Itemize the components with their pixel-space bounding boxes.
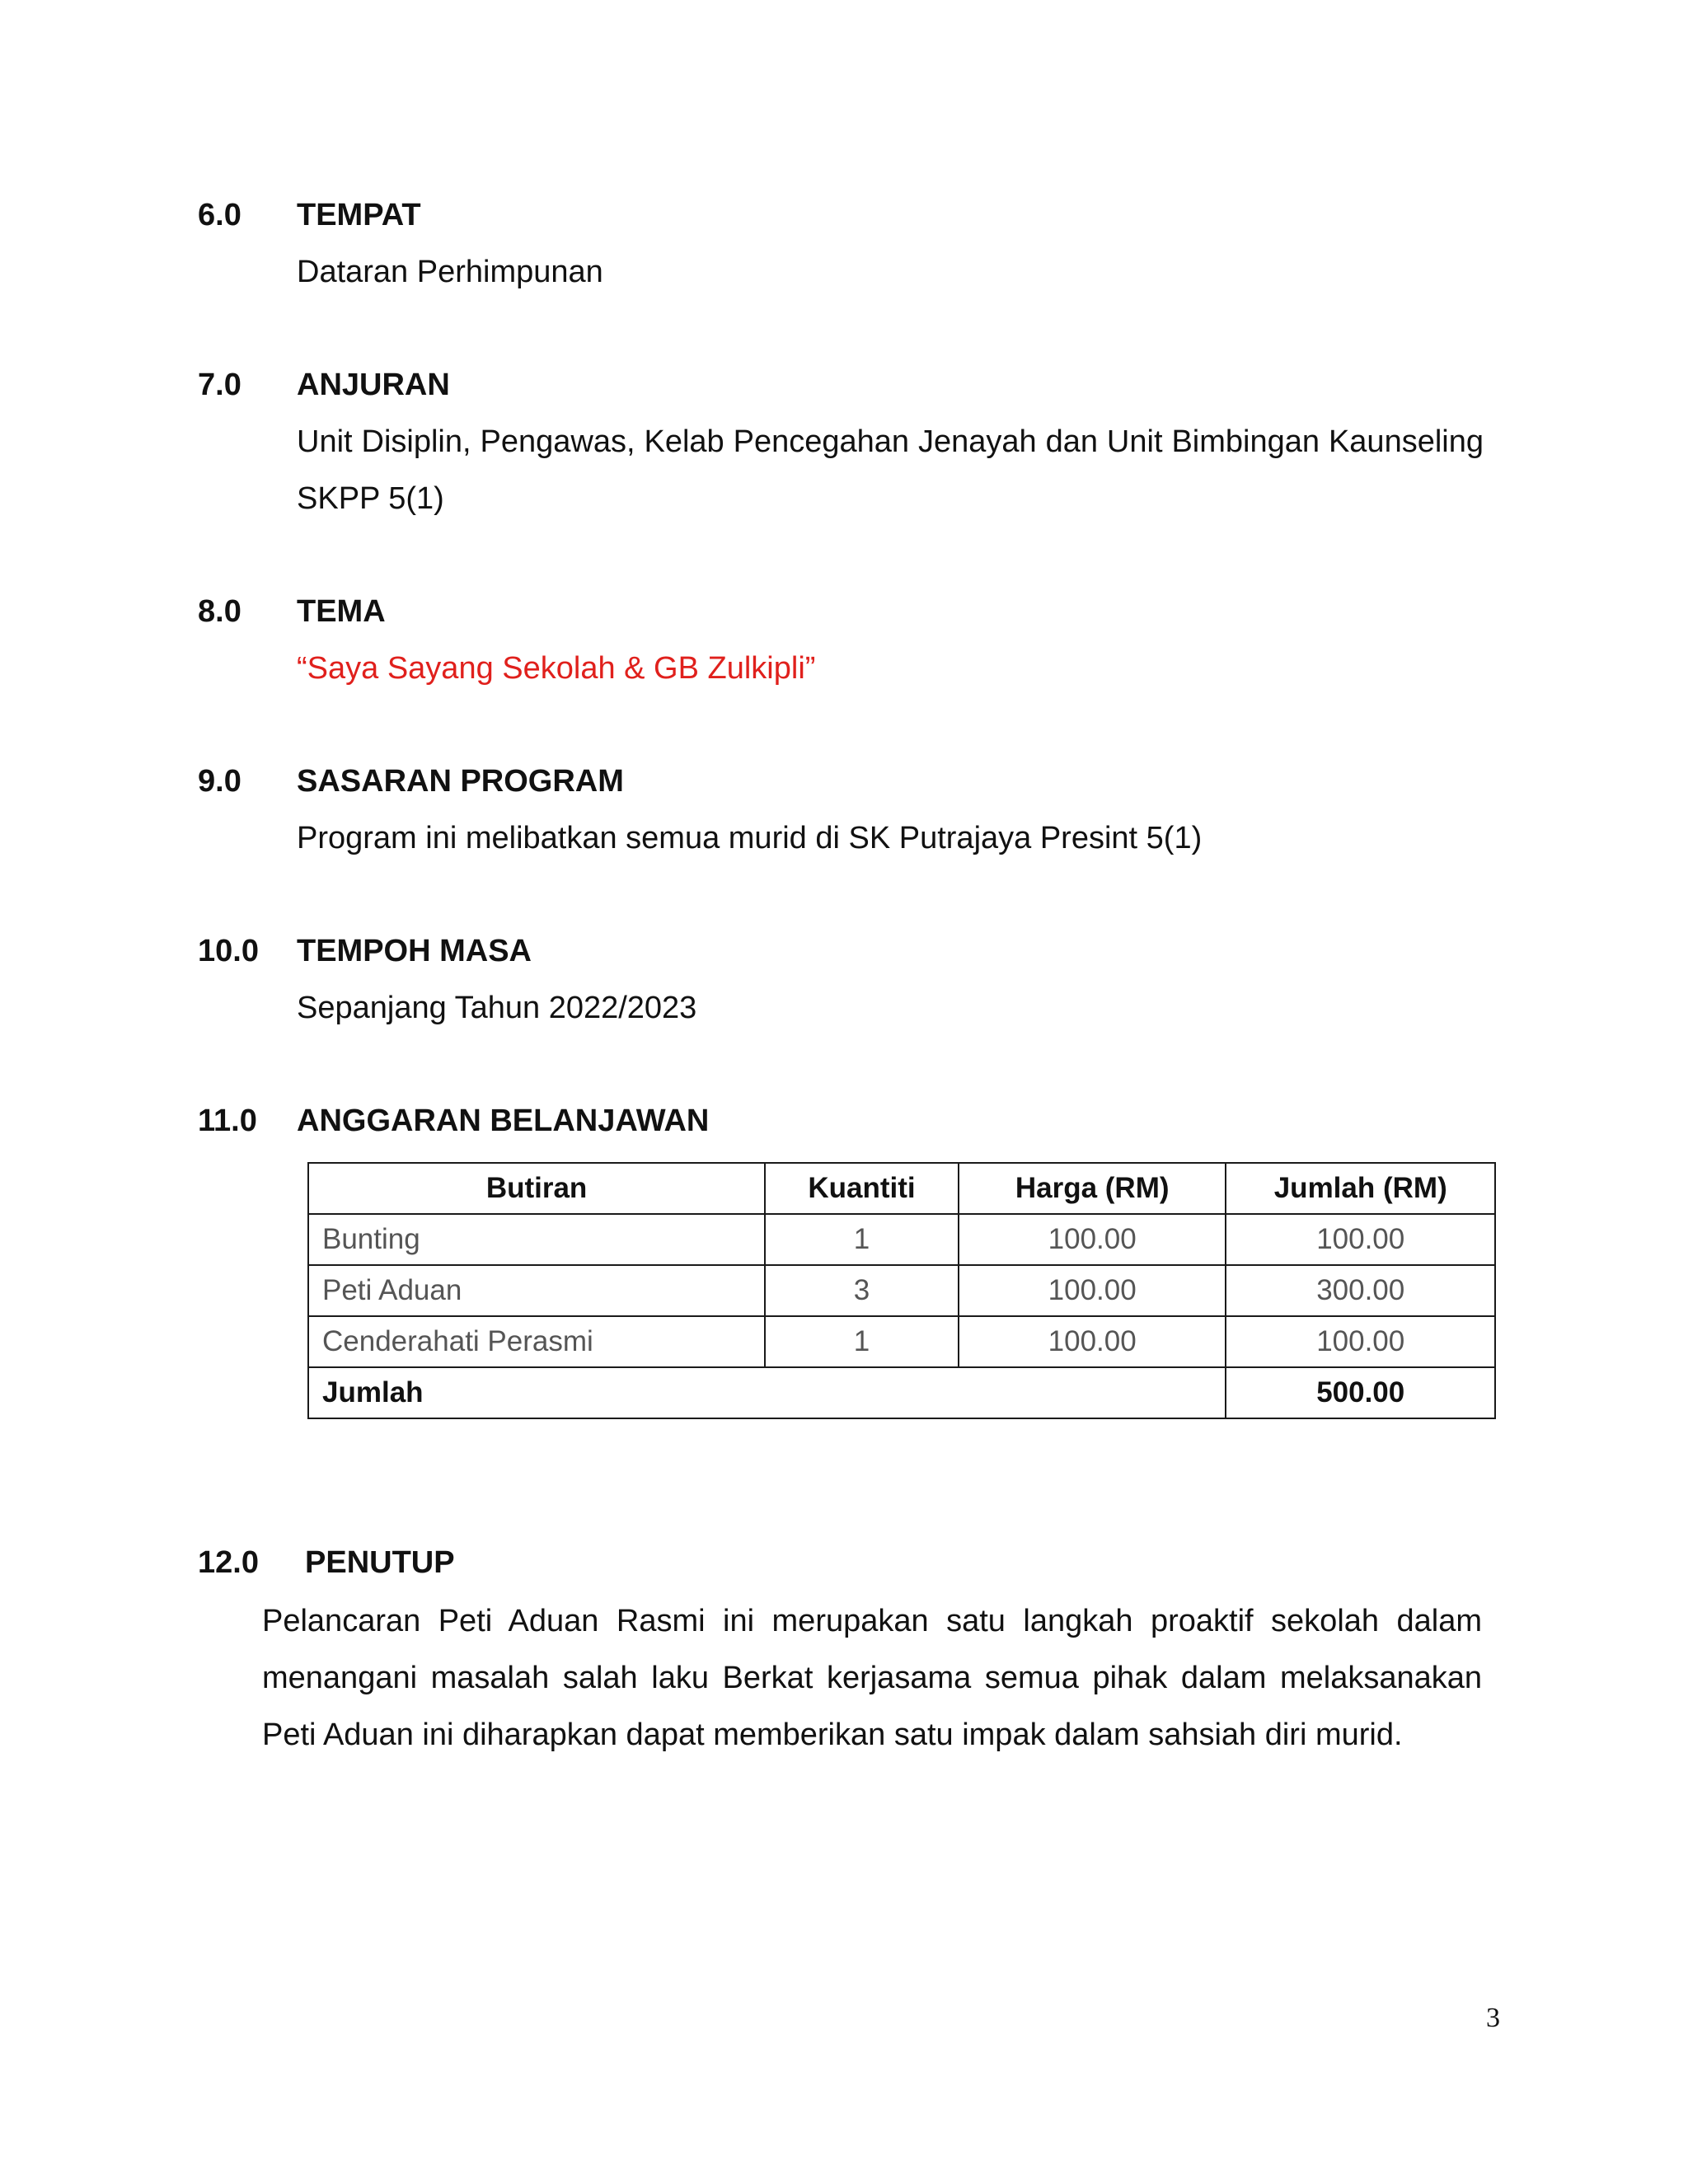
header-jumlah: Jumlah (RM) [1226, 1163, 1495, 1214]
header-kuantiti: Kuantiti [765, 1163, 959, 1214]
cell-price: 100.00 [959, 1316, 1226, 1367]
section-number: 9.0 [198, 764, 241, 799]
budget-table [307, 1162, 1496, 1419]
section-anggaran-belanjawan [198, 1102, 1500, 1140]
section-tempat [198, 196, 1500, 301]
cell-price: 100.00 [959, 1214, 1226, 1265]
section-title: TEMPAT [297, 198, 421, 232]
section-title: SASARAN PROGRAM [297, 764, 624, 799]
table-row [308, 1316, 1495, 1367]
section-heading [198, 593, 1500, 630]
section-body: Dataran Perhimpunan [297, 255, 603, 289]
table-row [308, 1265, 1495, 1316]
section-title: ANJURAN [297, 368, 450, 402]
section-number: 7.0 [198, 368, 241, 402]
header-butiran: Butiran [308, 1163, 765, 1214]
section-number: 10.0 [198, 934, 259, 968]
section-number: 8.0 [198, 594, 241, 629]
cell-item: Peti Aduan [308, 1265, 765, 1316]
section-body: Program ini melibatkan semua murid di SK Putrajaya Presint 5(1) [297, 821, 1203, 855]
cell-quantity: 1 [765, 1316, 959, 1367]
section-penutup [198, 1544, 1500, 1764]
total-value: 500.00 [1226, 1367, 1495, 1418]
section-heading [198, 1544, 1500, 1582]
cell-price: 100.00 [959, 1265, 1226, 1316]
section-heading [198, 762, 1500, 800]
section-heading [198, 196, 1500, 234]
total-label: Jumlah [308, 1367, 1226, 1418]
section-sasaran-program [198, 762, 1500, 867]
cell-amount: 300.00 [1226, 1265, 1495, 1316]
cell-amount: 100.00 [1226, 1214, 1495, 1265]
section-number: 12.0 [198, 1545, 259, 1580]
closing-paragraph: Pelancaran Peti Aduan Rasmi ini merupakan satu langkah proaktif sekolah dalam menangani masalah salah laku Berkat kerjasama semua pihak dalam melaksanakan Peti Aduan ini diharapkan dapat memberikan satu impak dalam sahsiah diri murid. [262, 1604, 1482, 1752]
table-row [308, 1214, 1495, 1265]
section-number: 6.0 [198, 198, 241, 232]
section-heading [198, 366, 1500, 404]
header-harga: Harga (RM) [959, 1163, 1226, 1214]
section-title: ANGGARAN BELANJAWAN [297, 1104, 710, 1138]
section-number: 11.0 [198, 1104, 257, 1138]
cell-quantity: 1 [765, 1214, 959, 1265]
section-heading [198, 1102, 1500, 1140]
table-header-row [308, 1163, 1495, 1214]
section-heading [198, 932, 1500, 970]
section-anjuran [198, 366, 1500, 527]
section-tempoh-masa [198, 932, 1500, 1037]
page-number: 3 [1486, 2003, 1500, 2033]
cell-item: Cenderahati Perasmi [308, 1316, 765, 1367]
section-title: PENUTUP [305, 1545, 455, 1580]
cell-amount: 100.00 [1226, 1316, 1495, 1367]
section-title: TEMA [297, 594, 386, 629]
section-title: TEMPOH MASA [297, 934, 532, 968]
section-body: Sepanjang Tahun 2022/2023 [297, 991, 697, 1025]
section-body: Unit Disiplin, Pengawas, Kelab Pencegahan Jenayah dan Unit Bimbingan Kaunseling SKPP 5(1) [297, 424, 1484, 516]
theme-text: “Saya Sayang Sekolah & GB Zulkipli” [297, 651, 816, 686]
table-total-row [308, 1367, 1495, 1418]
cell-quantity: 3 [765, 1265, 959, 1316]
cell-item: Bunting [308, 1214, 765, 1265]
section-tema [198, 593, 1500, 697]
